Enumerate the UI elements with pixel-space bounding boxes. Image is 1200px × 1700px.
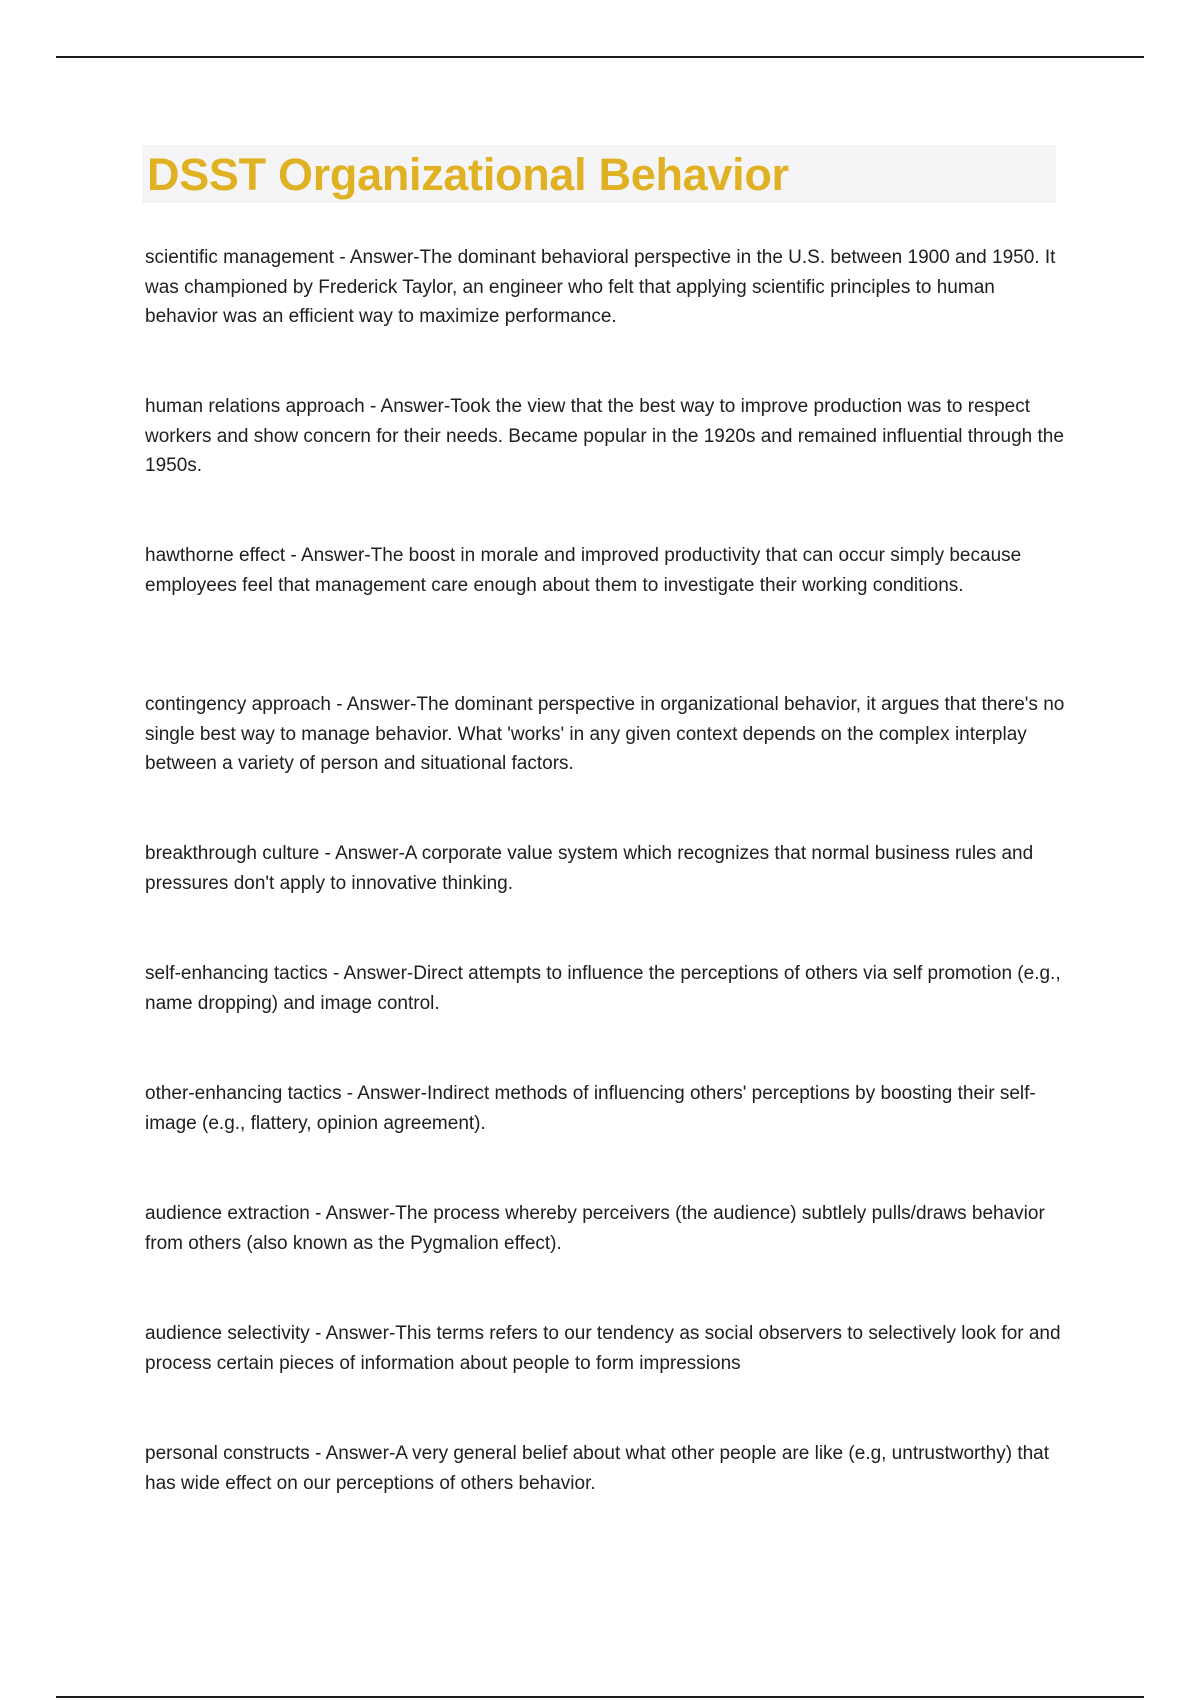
- flashcard-entry: other-enhancing tactics - Answer-Indirect methods of influencing others' perceptions by boosting their self-image (e.g., flattery, opinion agreement).: [145, 1083, 1036, 1134]
- flashcard-entry: hawthorne effect - Answer-The boost in morale and improved productivity that can occur simply because employees feel that management care enough about them to investigate their working conditions.: [145, 545, 1022, 596]
- flashcard-entry: contingency approach - Answer-The dominant perspective in organizational behavior, it argues that there's no single best way to manage behavior. What 'works' in any given context depends on the complex interplay between a variety of person and situational factors.: [145, 694, 1065, 774]
- page-title: DSST Organizational Behavior: [147, 148, 789, 200]
- bottom-divider: [56, 1696, 1144, 1698]
- title-band: [142, 145, 1056, 203]
- flashcard-entry: personal constructs - Answer-A very general belief about what other people are like (e.g, untrustworthy) that has wide effect on our perceptions of others behavior.: [145, 1443, 1050, 1494]
- flashcard-entry: self-enhancing tactics - Answer-Direct attempts to influence the perceptions of others via self promotion (e.g., name dropping) and image control.: [145, 963, 1061, 1014]
- flashcard-entry: scientific management - Answer-The dominant behavioral perspective in the U.S. between 1900 and 1950. It was championed by Frederick Taylor, an engineer who felt that applying scientific principles to human behavior was an efficient way to maximize performance.: [145, 247, 1056, 327]
- flashcard-entry: audience selectivity - Answer-This terms refers to our tendency as social observers to selectively look for and process certain pieces of information about people to form impressions: [145, 1323, 1061, 1374]
- flashcard-entry: human relations approach - Answer-Took the view that the best way to improve production was to respect workers and show concern for their needs. Became popular in the 1920s and remained influential through the 1950s.: [145, 396, 1064, 476]
- flashcard-entry: audience extraction - Answer-The process whereby perceivers (the audience) subtlely pulls/draws behavior from others (also known as the Pygmalion effect).: [145, 1203, 1045, 1254]
- flashcard-entry: breakthrough culture - Answer-A corporate value system which recognizes that normal business rules and pressures don't apply to innovative thinking.: [145, 843, 1034, 894]
- top-divider: [56, 56, 1144, 58]
